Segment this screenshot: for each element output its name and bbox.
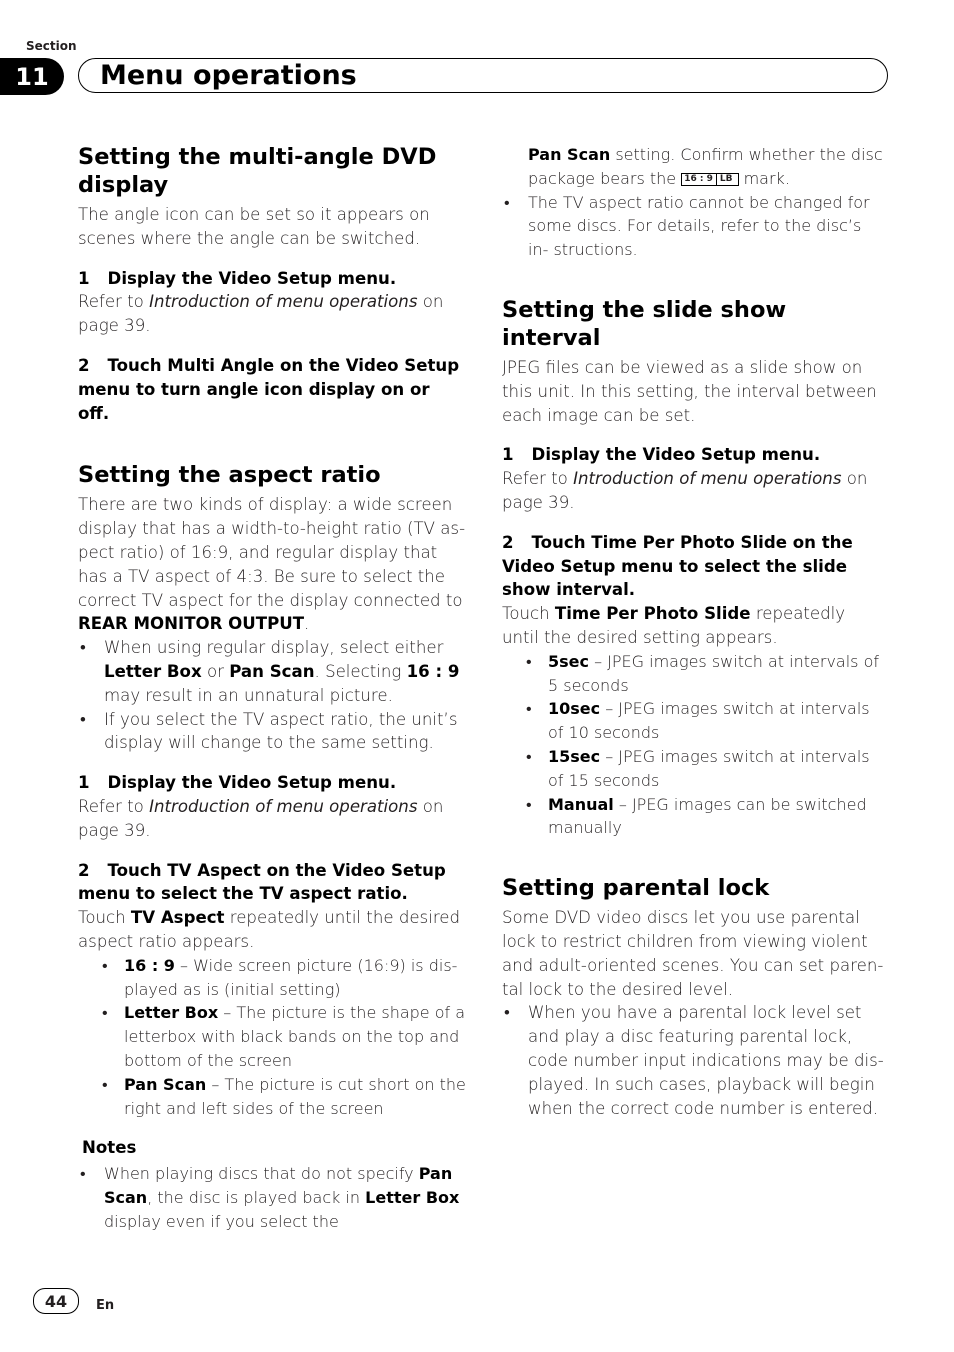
reference-link: Introduction of menu operations bbox=[149, 796, 418, 816]
page-number: 44 bbox=[33, 1288, 79, 1314]
note-item-continued: Pan Scan setting. Confirm whether the disc package bears the 16 : 9 LB mark. bbox=[528, 145, 883, 188]
paragraph: The angle icon can be set so it appears on scenes where the angle can be switched. bbox=[78, 205, 430, 248]
list-item: • If you select the TV aspect ratio, the unit’s display will change to the same setting. bbox=[78, 708, 466, 756]
notes-heading: Notes bbox=[82, 1138, 137, 1158]
heading-aspect-ratio: Setting the aspect ratio bbox=[78, 462, 381, 489]
step-number: 2 bbox=[502, 532, 514, 552]
step-text: Display the Video Setup menu. bbox=[531, 445, 821, 465]
option-item: • 16 : 9 – Wide screen picture (16:9) is dis- played as is (initial setting) bbox=[100, 954, 466, 1002]
heading-multi-angle: Setting the multi-angle DVD display bbox=[78, 144, 437, 198]
note-item: • The TV aspect ratio cannot be changed for some discs. For details, refer to the disc’s in- structions. bbox=[502, 191, 886, 262]
option-item: • 10sec – JPEG images switch at intervals of 10 seconds bbox=[524, 697, 886, 745]
paragraph: There are two kinds of display: a wide screen display that has a width-to-height ratio (TV as- pect ratio) of 16:9, and regular display that has a TV aspect of 4:3. Be sure to select the correct TV aspect for the display connected to REAR MONITOR OUTPUT. bbox=[78, 495, 466, 634]
option-item: • Letter Box – The picture is the shape of a letterbox with black bands on the top and bottom of the screen bbox=[100, 1001, 466, 1072]
reference-link: Introduction of menu operations bbox=[573, 469, 842, 489]
bullet-list bbox=[502, 1001, 886, 1120]
option-item: • 5sec – JPEG images switch at intervals of 5 seconds bbox=[524, 650, 886, 698]
option-item: • Pan Scan – The picture is cut short on the right and left sides of the screen bbox=[100, 1073, 466, 1121]
list-item: • When using regular display, select either Letter Box or Pan Scan. Selecting 16 : 9 may result in an unnatural picture. bbox=[78, 636, 466, 707]
step-number: 1 bbox=[78, 268, 90, 288]
reference: Refer to Introduction of menu operations on page 39. bbox=[502, 469, 868, 512]
notes-list bbox=[78, 1162, 466, 1233]
paragraph: JPEG files can be viewed as a slide show on this unit. In this setting, the interval between each image can be set. bbox=[502, 357, 877, 425]
page-title: Menu operations bbox=[100, 60, 357, 91]
paragraph: Some DVD video discs let you use parental lock to restrict children from viewing violent and adult-oriented scenes. You can set paren- tal lock to the desired level. bbox=[502, 908, 884, 999]
reference: Refer to Introduction of menu operations on page 39. bbox=[78, 292, 444, 336]
heading-slide-show: Setting the slide show interval bbox=[502, 296, 787, 351]
option-list bbox=[524, 650, 886, 840]
aspect-mark-icon: 16 : 9 LB bbox=[681, 173, 738, 186]
option-item: • Manual – JPEG images can be switched manually bbox=[524, 793, 886, 841]
note-item: • When playing discs that do not specify Pan Scan, the disc is played back in Letter Box display even if you select the bbox=[78, 1162, 466, 1233]
step-number: 2 bbox=[78, 355, 90, 375]
notes-list-continued bbox=[502, 143, 886, 262]
option-item: • 15sec – JPEG images switch at intervals of 15 seconds bbox=[524, 745, 886, 793]
reference-link: Introduction of menu operations bbox=[149, 292, 418, 312]
heading-parental-lock: Setting parental lock bbox=[502, 875, 770, 902]
step-heading bbox=[502, 531, 886, 602]
step-heading bbox=[78, 859, 466, 907]
step-text: Touch Time Per Photo Slide on the Video Setup menu to select the slide show interval. bbox=[502, 532, 853, 600]
step-heading bbox=[78, 267, 466, 291]
step-text: Touch Multi Angle on the Video Setup menu to turn angle icon display on or off. bbox=[78, 355, 460, 423]
step-number: 1 bbox=[502, 445, 514, 465]
step-text: Display the Video Setup menu. bbox=[107, 268, 397, 288]
language-label: En bbox=[96, 1298, 115, 1313]
step-heading bbox=[78, 771, 466, 795]
step-text: Touch TV Aspect on the Video Setup menu to select the TV aspect ratio. bbox=[78, 860, 446, 904]
bullet-list bbox=[78, 636, 466, 755]
step-heading bbox=[502, 443, 886, 467]
paragraph: Touch Time Per Photo Slide repeatedly until the desired setting appears. bbox=[502, 604, 846, 647]
step-number: 2 bbox=[78, 860, 90, 880]
step-heading bbox=[78, 354, 466, 425]
section-label: Section bbox=[26, 39, 77, 53]
paragraph: Touch TV Aspect repeatedly until the desired aspect ratio appears. bbox=[78, 908, 461, 951]
section-number-badge: 11 bbox=[0, 58, 64, 95]
option-list bbox=[100, 954, 466, 1121]
step-number: 1 bbox=[78, 773, 90, 793]
step-text: Display the Video Setup menu. bbox=[107, 773, 397, 793]
list-item: • When you have a parental lock level set and play a disc featuring parental lock, code number input indications may be dis- played. In such cases, playback will begin when the correct code number is entered. bbox=[502, 1001, 886, 1120]
reference: Refer to Introduction of menu operations on page 39. bbox=[78, 796, 444, 840]
left-column bbox=[78, 143, 466, 1233]
right-column bbox=[502, 143, 886, 1120]
